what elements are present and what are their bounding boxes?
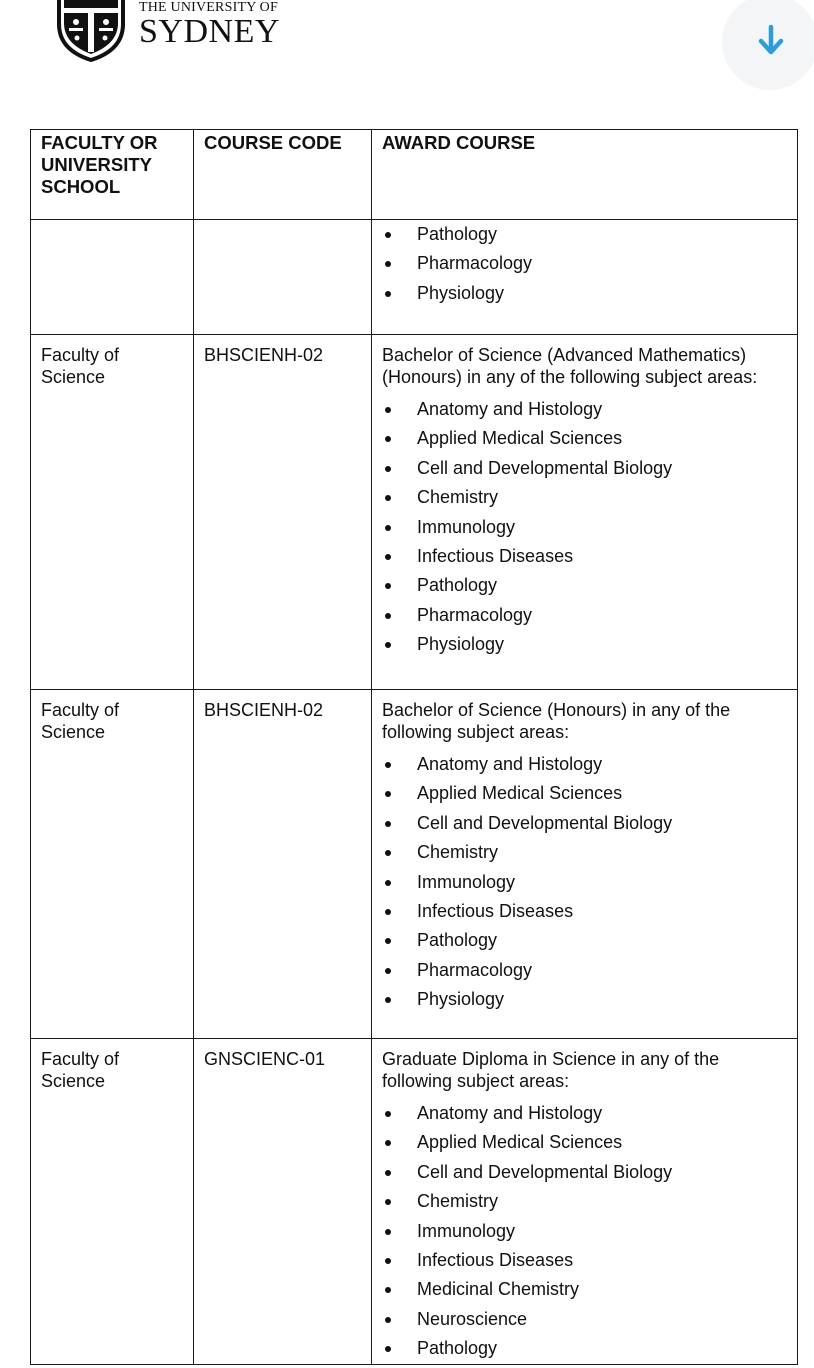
faculty-text: Faculty of Science [41,345,120,387]
list-item: Physiology [372,630,797,659]
course-code-text: GNSCIENC-01 [204,1049,326,1069]
course-code-cell [194,220,372,335]
subject-area-list [372,388,797,660]
list-item: Physiology [372,985,797,1014]
download-button[interactable] [722,0,814,90]
list-item: Cell and Developmental Biology [372,454,797,483]
list-item: Pathology [372,571,797,600]
award-course-description: Bachelor of Science (Advanced Mathematics) (Honours) in any of the following subject areas: [382,345,758,387]
list-item: Pathology [372,1334,797,1363]
course-code-text: BHSCIENH-02 [204,700,324,720]
subject-area-list [372,220,797,308]
list-item: Applied Medical Sciences [372,1128,797,1157]
list-item: Physiology [372,279,797,308]
university-wordmark [139,0,280,48]
list-item: Applied Medical Sciences [372,779,797,808]
table-row [31,690,798,1039]
course-code-cell [194,690,372,1039]
faculty-cell [31,220,194,335]
table-row [31,1039,798,1365]
university-crest-logo [55,0,127,62]
award-course-cell [372,1039,798,1365]
wordmark-big: SYDNEY [139,13,280,50]
list-item: Immunology [372,1217,797,1246]
award-course-description: Bachelor of Science (Honours) in any of the following subject areas: [382,700,731,742]
list-item: Infectious Diseases [372,542,797,571]
list-item: Pathology [372,220,797,249]
list-item: Neuroscience [372,1305,797,1334]
table-row [31,220,798,335]
arrow-down-icon [758,24,784,56]
list-item: Chemistry [372,1187,797,1216]
list-item: Infectious Diseases [372,1246,797,1275]
list-item: Immunology [372,513,797,542]
award-course-description: Graduate Diploma in Science in any of the following subject areas: [382,1049,720,1091]
page-header [0,0,814,110]
faculty-cell [31,1039,194,1365]
list-item: Anatomy and Histology [372,395,797,424]
list-item: Cell and Developmental Biology [372,1158,797,1187]
subject-area-list [372,743,797,1015]
list-item: Applied Medical Sciences [372,424,797,453]
list-item: Infectious Diseases [372,897,797,926]
award-course-cell [372,335,798,690]
list-item: Cell and Developmental Biology [372,809,797,838]
course-code-text [194,220,371,229]
header-award-course: AWARD COURSE [372,130,798,220]
faculty-cell [31,690,194,1039]
course-code-cell [194,1039,372,1365]
course-code-cell [194,335,372,690]
award-course-table [30,129,798,1365]
table-header-row [31,130,798,220]
table-row [31,335,798,690]
list-item: Pharmacology [372,601,797,630]
faculty-text: Faculty of Science [41,1049,120,1091]
header-faculty: FACULTY OR UNIVERSITY SCHOOL [31,130,194,220]
list-item: Chemistry [372,838,797,867]
course-code-text: BHSCIENH-02 [204,345,324,365]
list-item: Pathology [372,926,797,955]
wordmark-small: THE UNIVERSITY OF [139,0,278,15]
list-item: Medicinal Chemistry [372,1275,797,1304]
list-item: Pharmacology [372,956,797,985]
list-item: Immunology [372,868,797,897]
award-course-cell [372,690,798,1039]
header-course-code: COURSE CODE [194,130,372,220]
list-item: Chemistry [372,483,797,512]
list-item: Anatomy and Histology [372,750,797,779]
list-item: Pharmacology [372,249,797,278]
list-item: Anatomy and Histology [372,1099,797,1128]
faculty-text [31,220,193,229]
subject-area-list [372,1092,797,1364]
faculty-cell [31,335,194,690]
faculty-text: Faculty of Science [41,700,120,742]
award-course-cell [372,220,798,335]
